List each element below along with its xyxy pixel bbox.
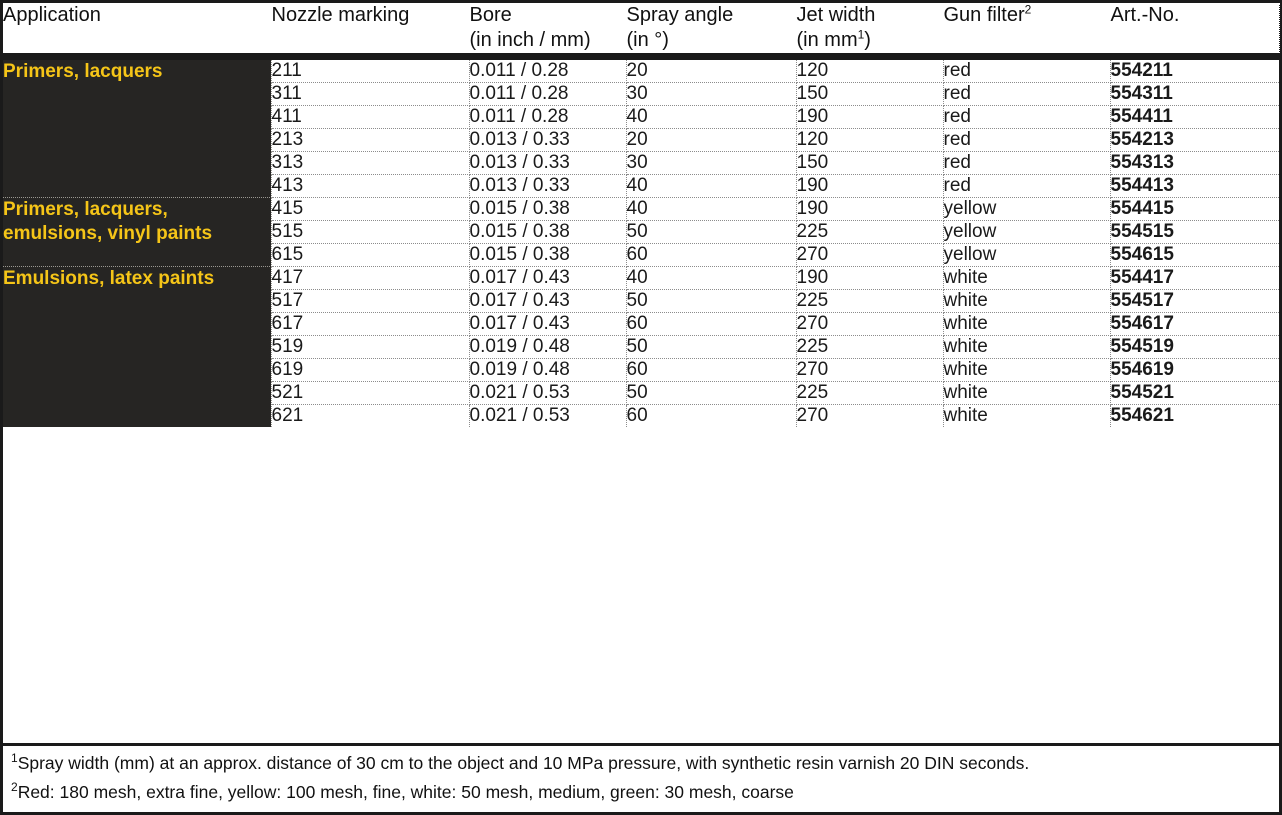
cell-nozzle: 311 [271,83,469,106]
cell-filter: white [943,336,1110,359]
table-row [3,198,1279,221]
cell-art: 554617 [1110,313,1279,336]
footnote-2-marker: 2 [11,780,18,795]
column-header-sublabel: (in °) [626,29,669,51]
column-header-sublabel [3,28,271,53]
cell-jet: 150 [796,152,943,175]
cell-jet: 190 [796,267,943,290]
cell-art: 554313 [1110,152,1279,175]
cell-art: 554619 [1110,359,1279,382]
cell-filter: red [943,83,1110,106]
cell-art: 554521 [1110,382,1279,405]
application-group-label-line: emulsions, vinyl paints [3,223,213,244]
cell-bore: 0.011 / 0.28 [469,57,626,83]
cell-bore: 0.011 / 0.28 [469,106,626,129]
cell-bore: 0.015 / 0.38 [469,244,626,267]
cell-bore: 0.019 / 0.48 [469,359,626,382]
cell-filter: white [943,267,1110,290]
cell-angle: 60 [626,313,796,336]
cell-bore: 0.019 / 0.48 [469,336,626,359]
column-header-label: Art.-No. [1110,4,1180,26]
cell-art: 554515 [1110,221,1279,244]
cell-jet: 120 [796,57,943,83]
cell-jet: 190 [796,106,943,129]
cell-jet: 270 [796,313,943,336]
cell-filter: white [943,290,1110,313]
cell-art: 554417 [1110,267,1279,290]
cell-filter: red [943,129,1110,152]
column-header-nozzle [271,3,469,57]
column-header-sublabel: (in inch / mm) [469,29,591,51]
cell-bore: 0.017 / 0.43 [469,267,626,290]
cell-art: 554413 [1110,175,1279,198]
cell-nozzle: 213 [271,129,469,152]
application-group-label-line: Primers, lacquers, [3,199,168,220]
cell-bore: 0.013 / 0.33 [469,152,626,175]
cell-angle: 40 [626,198,796,221]
column-header-sublabel [944,28,1110,53]
cell-bore: 0.013 / 0.33 [469,175,626,198]
cell-bore: 0.017 / 0.43 [469,290,626,313]
column-header-label: Nozzle marking [271,4,410,26]
cell-filter: white [943,313,1110,336]
column-header-sublabel [1111,28,1279,53]
cell-filter: yellow [943,198,1110,221]
column-header-footnote-marker: 2 [1024,2,1032,17]
column-header-angle [626,3,796,57]
cell-angle: 30 [626,152,796,175]
cell-nozzle: 517 [271,290,469,313]
cell-nozzle: 619 [271,359,469,382]
cell-art: 554615 [1110,244,1279,267]
cell-art: 554415 [1110,198,1279,221]
cell-nozzle: 615 [271,244,469,267]
column-header-label: Bore [469,4,512,26]
cell-filter: red [943,152,1110,175]
cell-angle: 20 [626,129,796,152]
column-header-sublabel-footnote-marker: 1 [857,27,865,42]
cell-nozzle: 313 [271,152,469,175]
cell-art: 554211 [1110,57,1279,83]
cell-angle: 50 [626,382,796,405]
column-header-jet [796,3,943,57]
column-header-sublabel [272,28,469,53]
cell-bore: 0.013 / 0.33 [469,129,626,152]
cell-nozzle: 211 [271,57,469,83]
cell-jet: 225 [796,221,943,244]
column-header-application [3,3,271,57]
table-row [3,57,1279,83]
footnotes [3,743,1279,812]
cell-filter: white [943,405,1110,428]
cell-jet: 270 [796,359,943,382]
cell-angle: 40 [626,175,796,198]
table-container [3,3,1279,427]
cell-angle: 60 [626,359,796,382]
cell-nozzle: 411 [271,106,469,129]
cell-angle: 40 [626,267,796,290]
column-header-sublabel: (in $mm^1$) [796,27,871,51]
cell-jet: 120 [796,129,943,152]
cell-art: 554519 [1110,336,1279,359]
cell-angle: 60 [626,244,796,267]
column-header-art [1110,3,1279,57]
cell-art: 554213 [1110,129,1279,152]
cell-filter: white [943,359,1110,382]
cell-angle: 60 [626,405,796,428]
cell-jet: 150 [796,83,943,106]
table-header-row [3,3,1279,57]
cell-jet: 270 [796,405,943,428]
cell-nozzle: 415 [271,198,469,221]
cell-bore: 0.021 / 0.53 [469,405,626,428]
column-header-label: Jet width [796,4,876,26]
cell-filter: white [943,382,1110,405]
cell-nozzle: 515 [271,221,469,244]
cell-bore: 0.011 / 0.28 [469,83,626,106]
cell-jet: 225 [796,382,943,405]
cell-nozzle: 521 [271,382,469,405]
cell-jet: 270 [796,244,943,267]
cell-angle: 30 [626,83,796,106]
footnote-1-text: Spray width (mm) at an approx. distance of 30 cm to the object and 10 MPa pressure, with synthetic resin varnish 20 DIN seconds. [17,753,1030,773]
cell-nozzle: 519 [271,336,469,359]
cell-art: 554517 [1110,290,1279,313]
application-group-label [3,198,271,267]
footnote-1-marker: 1 [11,751,18,766]
cell-angle: 50 [626,290,796,313]
cell-nozzle: 617 [271,313,469,336]
cell-jet: 190 [796,175,943,198]
table-row [3,267,1279,290]
cell-angle: 50 [626,336,796,359]
cell-art: 554621 [1110,405,1279,428]
cell-filter: yellow [943,244,1110,267]
footnote-2-text: Red: 180 mesh, extra fine, yellow: 100 mesh, fine, white: 50 mesh, medium, green: 30 mesh, coarse [17,782,794,802]
cell-filter: red [943,106,1110,129]
cell-jet: 190 [796,198,943,221]
column-header-bore [469,3,626,57]
cell-art: 554411 [1110,106,1279,129]
cell-jet: 225 [796,290,943,313]
cell-angle: 20 [626,57,796,83]
cell-angle: 40 [626,106,796,129]
cell-bore: 0.015 / 0.38 [469,198,626,221]
column-header-label: Application [3,4,101,26]
nozzle-table [3,3,1280,427]
cell-angle: 50 [626,221,796,244]
application-group-label: Emulsions, latex paints [3,267,271,428]
cell-filter: red [943,57,1110,83]
cell-jet: 225 [796,336,943,359]
application-group-label: Primers, lacquers [3,57,271,198]
cell-nozzle: 417 [271,267,469,290]
cell-filter: yellow [943,221,1110,244]
column-header-filter [943,3,1110,57]
cell-art: 554311 [1110,83,1279,106]
footnote-1 [11,746,1271,775]
cell-bore: 0.015 / 0.38 [469,221,626,244]
cell-nozzle: 621 [271,405,469,428]
cell-bore: 0.017 / 0.43 [469,313,626,336]
column-header-label: Gun filter [943,4,1025,26]
column-header-label: Spray angle [626,4,734,26]
footnote-2 [11,775,1271,804]
cell-bore: 0.021 / 0.53 [469,382,626,405]
cell-nozzle: 413 [271,175,469,198]
cell-filter: red [943,175,1110,198]
